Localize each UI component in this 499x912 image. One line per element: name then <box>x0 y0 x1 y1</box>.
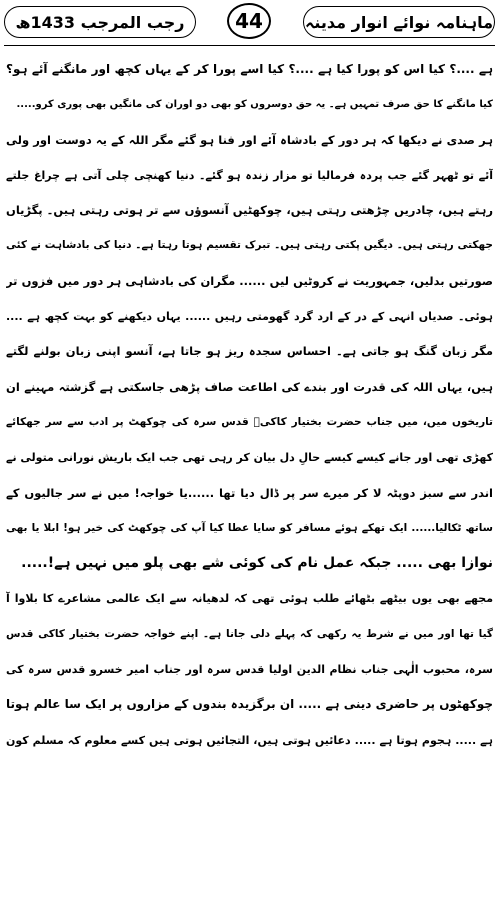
issue-date-box <box>4 6 196 38</box>
text-line: سرہ، محبوب الٰہی جناب نظام الدین اولیا قدس سرہ اور جناب امیر خسرو قدس سرہ کی <box>6 663 493 677</box>
text-line: گیا تھا اور میں نے شرط یہ رکھی کہ پہلے دلی جانا ہے۔ اپنے خواجہ حضرت بختیار کاکی قدس <box>6 627 493 640</box>
text-line: جھکتی رہتی ہیں۔ دیگیں پکتی رہتی ہیں۔ تبرک تقسیم ہوتا رہتا ہے۔ دنیا کی بادشاہت نے کئی <box>6 239 493 252</box>
header-divider <box>4 45 495 46</box>
text-line: ساتھ ٹکالیا...... ایک تھکے ہوئے مسافر کو سایا عطا کیا آپ کی چوکھٹ کی خیر ہو! ابلا یا بھی <box>6 521 493 534</box>
magazine-title: ماہنامہ نوائے انوار مدینہ <box>305 12 494 32</box>
text-line: چوکھٹوں پر حاضری دینی ہے ..... ان برگزیدہ بندوں کے مزاروں پر ایک سا عالم ہوتا <box>6 697 493 712</box>
text-line: رہتے ہیں، چادریں چڑھتی رہتی ہیں، چوکھٹیں آنسوؤں سے تر ہوتی رہتی ہیں۔ پگڑیاں <box>6 203 493 218</box>
text-line: مگر زبان گنگ ہو جاتی ہے۔ احساس سجدہ ریز ہو جاتا ہے، آنسو اپنی زبان بولنے لگتے <box>6 344 493 359</box>
article-body <box>6 52 493 758</box>
page-header <box>0 0 499 52</box>
text-line: ہر صدی نے دیکھا کہ ہر دور کے بادشاہ آئے اور فنا ہو گئے مگر اللہ کے یہ دوست اور ولی <box>6 132 493 147</box>
text-line: اندر سے سبز دوپٹہ لا کر میرے سر پر ڈال دیا تھا ......یا خواجہ! میں نے سر جالیوں کے <box>6 485 493 500</box>
page-number: 44 <box>235 9 263 33</box>
magazine-title-box <box>303 6 495 38</box>
text-line: ہے ..... ہجوم ہوتا ہے ..... دعائیں ہوتی ہیں، التجائیں ہوتی ہیں کسے معلوم کہ مسلم کون <box>6 733 493 747</box>
issue-date: رجب المرجب 1433ھ <box>15 12 185 32</box>
text-line: صورتیں بدلیں، جمہوریت نے کروٹیں لیں ...... مگران کی بادشاہی ہر دور میں فزوں تر <box>6 273 493 288</box>
text-line: نوازا بھی ..... جبکہ عمل نام کی کوئی شے بھی پلو میں نہیں ہے!..... <box>21 555 493 572</box>
page-number-badge <box>227 3 271 39</box>
text-line: ہوئی۔ صدیاں انہی کے در کے ارد گرد گھومتی رہیں ...... یہاں دیکھنے کو بہت کچھ ہے .... <box>6 310 493 324</box>
text-line: تاریخوں میں، میں جناب حضرت بختیار کاکیؒ قدس سرہ کی چوکھٹ پر ادب سے سر جھکائے <box>6 415 493 428</box>
text-line: ہیں، یہاں اللہ کی قدرت اور بندے کی اطاعت صاف پڑھی جاسکتی ہے گزشتہ مہینے ان <box>6 379 493 394</box>
text-line: کیا مانگنے کا حق صرف تمہیں ہے۔ یہ حق دوسروں کو بھی دو اوران کی مانگیں بھی پوری کرو..... <box>16 99 493 111</box>
text-line: ہے ....؟ کیا اس کو پورا کیا ہے ....؟ کیا اسے پورا کر کے یہاں کچھ اور مانگنے آئے ہو؟ <box>6 62 493 76</box>
text-line: آئے تو ٹھہر گئے جب پردہ فرمالیا تو مزار زندہ ہو گئے۔ دنیا کھنچی چلی آتی ہے چراغ جلتے <box>6 168 493 182</box>
text-line: کھڑی تھی اور جانے کیسے کیسے حالِ دل بیان کر رہی تھی جب ایک باریش نورانی متولی نے <box>6 451 493 465</box>
text-line: مجھے بھی یوں بیٹھے بٹھائے طلب ہوئی تھی کہ لدھیانہ سے ایک عالمی مشاعرے کا بلاوا آ <box>6 592 493 606</box>
